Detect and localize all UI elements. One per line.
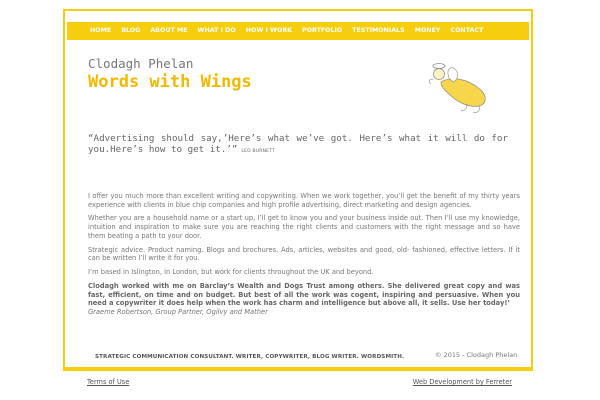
nav-testimonials[interactable]: TESTIMONIALS <box>352 27 405 34</box>
nav-blog[interactable]: BLOG <box>121 27 141 34</box>
services-strapline: STRATEGIC COMMUNICATION CONSULTANT. WRITER, COPYWRITER, BLOG WRITER. WORDSMITH. <box>95 354 405 360</box>
intro-paragraph-1: I offer you much more than excellent writing and copywriting. When we work together, you’ll get the benefit of my thirty years experience with clients in blue chip companies and high profile advertising, direct marketing and design agencies. <box>88 192 520 209</box>
site-owner-name: Clodagh Phelan <box>88 56 194 71</box>
intro-paragraph-3: Strategic advice. Product naming. Blogs and brochures. Ads, articles, websites and good, old- fashioned, effective letters. If it can be written I’ll write it for you. <box>88 245 520 263</box>
flying-angel-icon <box>427 60 493 116</box>
intro-paragraph-2: Whether you are a household name or a start up, I’ll get to know you and your business inside out. Then I’ll use my knowledge, intuition and inspiration to make sure you are reaching the right clients and customers with the right message and so have them beating a path to your door. <box>88 214 520 240</box>
intro-content <box>88 192 520 322</box>
nav-home[interactable]: HOME <box>90 27 112 34</box>
quote-text: “Advertising should say,’Here’s what we’ve got. Here’s what it will do for you.Here’s how to get it.’” <box>88 133 508 155</box>
page-frame <box>63 9 533 371</box>
terms-of-use-link[interactable]: Terms of Use <box>87 378 130 386</box>
main-nav <box>85 23 488 39</box>
nav-portfolio[interactable]: PORTFOLIO <box>302 27 343 34</box>
nav-how-i-work[interactable]: HOW I WORK <box>245 27 293 34</box>
testimonial-attribution: Graeme Robertson, Group Partner, Ogilvy and Mather <box>88 307 268 316</box>
nav-about-me[interactable]: ABOUT ME <box>150 27 188 34</box>
copyright-text: © 2015 - Clodagh Phelan <box>435 351 518 359</box>
nav-money[interactable]: MONEY <box>414 27 441 34</box>
footer-band <box>63 367 533 371</box>
intro-paragraph-4: I’m based in Islington, in London, but work for clients throughout the UK and beyond. <box>88 268 374 277</box>
web-development-link[interactable]: Web Development by Ferreter <box>412 378 512 386</box>
footer-links <box>87 378 512 386</box>
quote-author: LEO BURNETT <box>241 149 276 154</box>
featured-quote <box>88 133 508 157</box>
site-tagline: Words with Wings <box>88 72 252 92</box>
nav-what-i-do[interactable]: WHAT I DO <box>197 27 236 34</box>
testimonial-text: Clodagh worked with me on Barclay’s Wealth and Dogs Trust among others. She delivered great copy and was fast, efficient, on time and on budget. But best of all the work was cogent, inspiring and persuasive. When you need a copywriter it does help when the work has charm and intelligence but above all, it sells. Use her today!’ <box>88 281 520 308</box>
nav-contact[interactable]: CONTACT <box>450 27 484 34</box>
